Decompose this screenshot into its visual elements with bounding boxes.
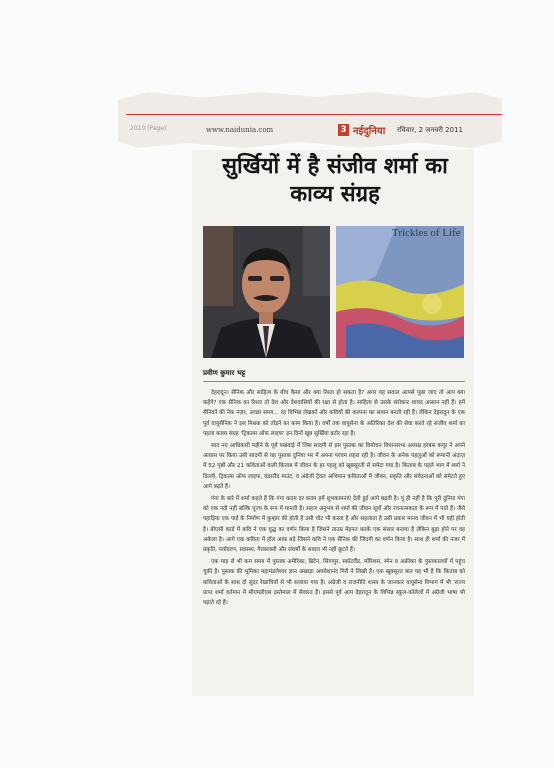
author-portrait-illustration xyxy=(203,226,330,358)
masthead-faded-text: 2010 (Page) xyxy=(130,125,167,132)
page-number-badge: 3 xyxy=(338,124,349,136)
book-cover-title: Trickles of Life xyxy=(392,227,461,239)
article-paragraph: एक माह से भी कम समय में पुस्तक अमेरिका, ब्रिटेन, सिंगापुर, स्कॉटलैंड, मॉरिशस, स्पेन व अफ्रीका के पुस्तकालयों में पहुंच चुकी है। पुस्तक की भूमिका महामंडलेश्वर ज्ञान अखाड़ा अवधेशानंद गिरी ने लिखी है। एक खूबसूरत बात यह भी है कि किताब को कविताओं के साथ दो सुंदर रेखाचित्रों से भी सजाया गया है। अंग्रेजी व राजनीति शास्त्र के जानकार वायुसेना विभाग में भी 'राज्य प्राप्त शर्मा वर्तमान में सीएमडीएस इस्तेमाल में सेवारत हैं। इससे पूर्व आप देहरादून के विभिन्न स्कूल-कॉलेजों में अंग्रेजी भाषा भी पढ़ाते रहे हैं। xyxy=(203,559,465,607)
book-cover-art xyxy=(336,226,464,358)
masthead-date: रविवार, 2 जनवरी 2011 xyxy=(397,126,463,134)
newspaper-logo: नईदुनिया xyxy=(353,126,386,137)
article-byline: प्रवीण कुमार भट्ट xyxy=(203,369,465,382)
article-paragraph: देहरादून। सैनिक और साहित्य के बीच कैसा और क्या रिश्ता हो सकता है? अगर यह सवाल आपसे पूछा जाए तो आप क्या कहेंगे? एक सैनिक का रिश्ता तो देश और देशवासियों की रक्षा से होता है। साहित्य से उसके संरोकार शायद आसान नहीं हैं। हमें सैनिकों की नेक नज़र, अच्छा समय... रह विभिन्न लेखकों और कवियों की कल्पना का साधन बनती रही हैं। लेकिन देहरादून के एक पूर्व वायुसैनिक ने इस मिथक को तोड़ने का काम किया है। वर्षों तक वायुसेना के अतिरिक्त देश की सेवा करते रहे संजीव शर्मा का पहला काव्य संग्रह 'ट्रिकल्स ऑफ लाइफ' इन दिनों खूब सुर्खियां बटोर रहा है। xyxy=(203,390,465,437)
author-photo xyxy=(203,226,330,358)
masthead-strip xyxy=(118,92,502,148)
masthead-website: www.naidunia.com xyxy=(206,126,274,134)
article-paragraph: सात नए आधिकारी महीने के पूर्व पखवाड़े में जिस सादगी से इस पुस्तक का विमोचन विधानसभा अध्यक्ष हरबंस कपूर ने अपने आवास पर किया उसी सादगी से यह पुस्तक दुनिया भर में अपना परचम लहरा रही है। जीवन के अनेक पहलुओं को रूमानी अंदाज़ में 52 पृष्ठों और 21 कविताओं वाली किताब में जीवन के हर पहलू को खूबसूरती से समेटा गया है। किताब के पहले भाग में शर्मा ने दिल्ली, ट्रिकल्स ऑफ लाइफ, वंडरलैंड माउंट, व अंग्रेजी ट्रेवल अभियान कविताओं में जीवन, प्रकृति और संवेदनाओं को समेटते हुए आगे बढ़ते हैं। xyxy=(203,443,465,490)
article-headline: सुर्खियों में है संजीव शर्मा का काव्य संग्रह xyxy=(222,153,448,207)
article-paragraph: गंगा के बारे में शर्मा कहते हैं कि गंगा कदम दर कदम हमें शुभकामनाएं देती हुई आगे बढ़ती है। यूं ही नहीं है कि पूरी दुनिया गंगा को एक नदी नहीं बल्कि पूज्य के रूप में मानती है। सहज अनुभव से शर्मा की जीवन सूत्रों और रचनात्मकता के रूप में पाते हैं। जैसे पहाड़िया एक पाई के निर्माण में कुम्हार की होती है उसी चोट भी करता है और सहलाता है उसी प्रकार मानव जीवन में भी यही होती है। बीएसी कार्ड में कवि ने एक युद्ध का वर्णन किया है जिसने ताउम्र मेहनत करके एक संसार बनाया है लेकिन बूढ़ा होने पर वह अकेला है। आगे एक कविता में हॉल आफ़ बड़े जिसने कवि ने एक सैनिक की जिंदगी का वर्णन किया है। साथ ही शर्मा की नजर में प्रकृति, पर्यावरण, स्वास्थ्य, गैरबराबरी और संघर्षों के सवाल भी नहीं छूटते हैं। xyxy=(203,496,465,554)
article-body xyxy=(203,388,465,690)
masthead-rule xyxy=(126,114,502,115)
book-cover xyxy=(336,226,464,358)
